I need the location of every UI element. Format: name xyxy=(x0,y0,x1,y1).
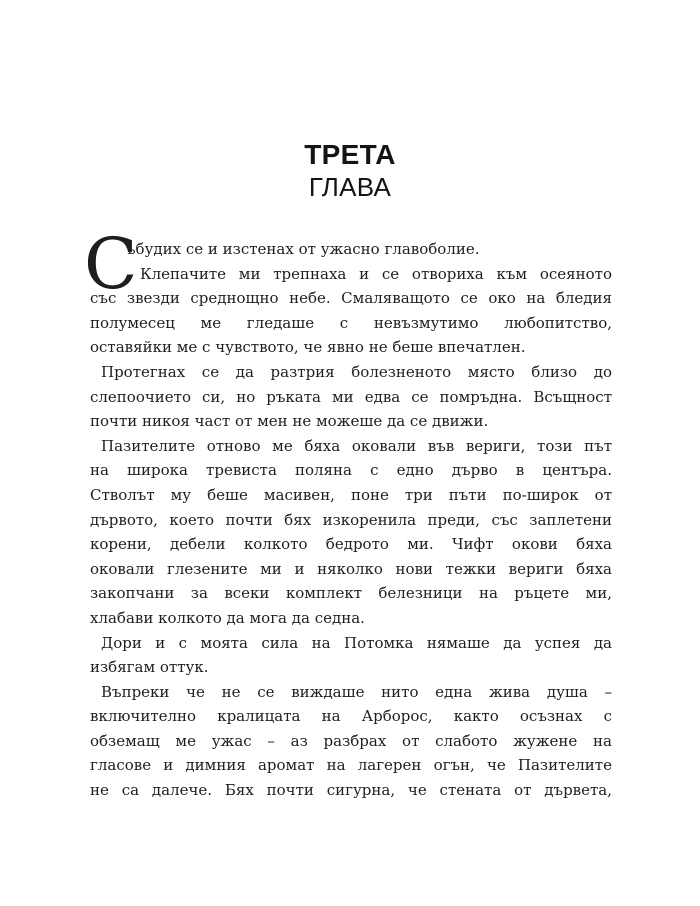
text-line: ъбудих се и изстенах от ужасно главоболие. xyxy=(126,240,480,258)
paragraph xyxy=(90,434,612,631)
body-text xyxy=(90,237,612,803)
text-line: Клепачите ми трепнаха и се отвориха към осеяното xyxy=(140,264,612,283)
text-line: слепоочието си, но ръката ми едва се помръдна. Всъщност xyxy=(90,387,612,406)
text-line: полумесец ме гледаше с невъзмутимо любопитство, xyxy=(90,313,612,332)
paragraph xyxy=(90,262,612,360)
text-line: обземащ ме ужас – аз разбрах от слабото жужене на xyxy=(90,731,612,750)
text-line: Пазителите отново ме бяха оковали във вериги, този път xyxy=(101,436,612,455)
text-line: включително кралицата на Арборос, както осъзнах с xyxy=(90,707,612,726)
text-line: гласове и димния аромат на лагерен огън, че Пазителите xyxy=(90,756,612,775)
text-line: Дори и с моята сила на Потомка нямаше да успея да xyxy=(101,633,612,652)
text-line: оставяйки ме с чувството, че явно не беше впечатлен. xyxy=(90,338,526,357)
text-line: дървото, което почти бях изкоренила преди, със заплетени xyxy=(90,510,612,529)
text-line: почти никоя част от мен не можеше да се движи. xyxy=(90,412,489,431)
chapter-number: ТРЕТА xyxy=(304,139,396,170)
drop-cap-letter: С xyxy=(84,223,138,305)
text-line: със звезди среднощно небе. Смаляващото се око на бледия xyxy=(90,289,612,308)
text-line: на широка тревиста поляна с едно дърво в центъра. xyxy=(90,461,612,480)
text-line: закопчани за всеки комплект белезници на ръцете ми, xyxy=(90,584,612,603)
paragraph xyxy=(90,237,612,262)
text-line: избягам оттук. xyxy=(90,658,209,677)
text-line: Стволът му беше масивен, поне три пъти по-широк от xyxy=(90,485,612,504)
text-line: оковали глезените ми и няколко нови тежки вериги бяха xyxy=(90,559,612,578)
text-line: Протегнах се да разтрия болезненото място близо до xyxy=(101,362,612,381)
text-line: хлабави колкото да мога да седна. xyxy=(90,608,365,627)
text-line: корени, дебели колкото бедрото ми. Чифт окови бяха xyxy=(90,535,612,554)
paragraph xyxy=(90,631,612,680)
text-line: не са далече. Бях почти сигурна, че стената от дървета, xyxy=(90,781,612,800)
paragraph xyxy=(90,680,612,803)
chapter-label: ГЛАВА xyxy=(308,172,392,202)
paragraph xyxy=(90,360,612,434)
text-line: Въпреки че не се виждаше нито една жива душа – xyxy=(101,682,612,701)
